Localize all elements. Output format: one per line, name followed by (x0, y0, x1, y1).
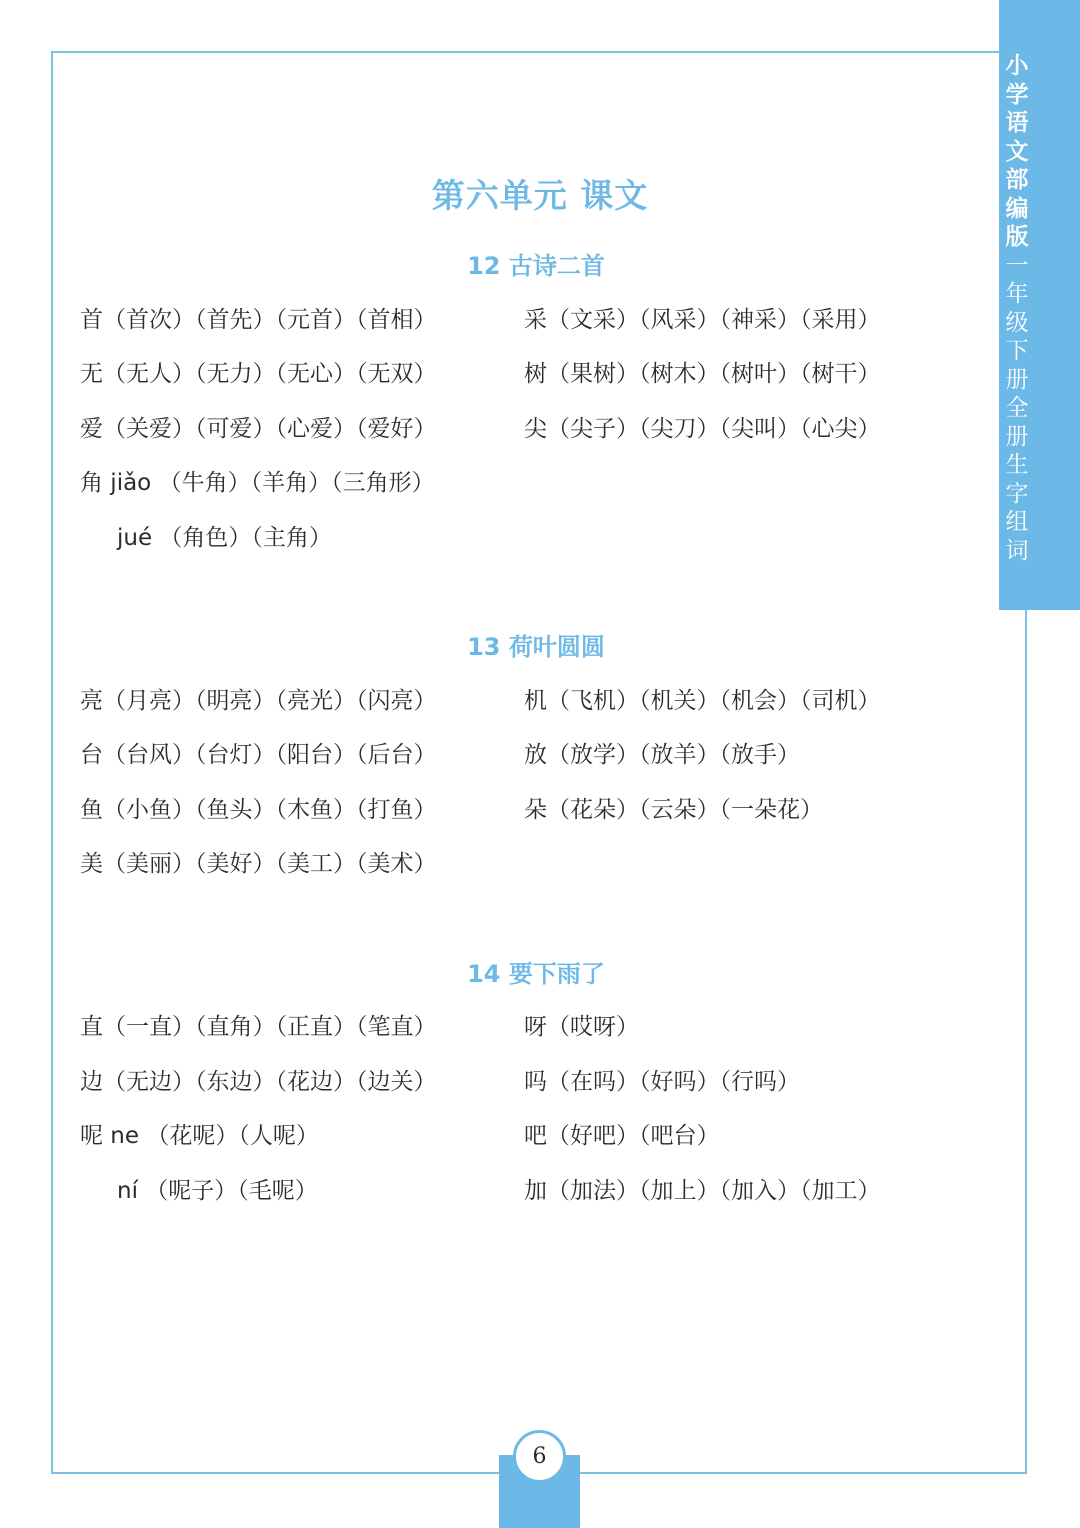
word-entry: 尖（尖子）（尖刀）（尖叫）（心尖） (524, 416, 881, 442)
word-entry: 吗（在吗）（好吗）（行吗） (524, 1069, 800, 1095)
word-entry: 吧（好吧）（吧台） (524, 1123, 720, 1149)
word-entry: 首（首次）（首先）（元首）（首相） (80, 307, 437, 333)
side-tab-text (1000, 52, 1034, 565)
word-entry: 边（无边）（东边）（花边）（边关） (80, 1069, 437, 1095)
word-entry: 放（放学）（放羊）（放手） (524, 742, 800, 768)
word-entry: 树（果树）（树木）（树叶）（树干） (524, 361, 881, 387)
word-entry: 朵（花朵）（云朵）（一朵花） (524, 797, 823, 823)
lesson-title: 12 古诗二首 (467, 252, 605, 280)
word-entry: 爱（关爱）（可爱）（心爱）（爱好） (80, 416, 437, 442)
word-entry: ní （呢子）（毛呢） (117, 1178, 318, 1204)
word-entry: 角 jiǎo （牛角）（羊角）（三角形） (80, 470, 435, 496)
word-entry: 机（飞机）（机关）（机会）（司机） (524, 688, 881, 714)
word-entry: 台（台风）（台灯）（阳台）（后台） (80, 742, 437, 768)
unit-title: 第六单元 课文 (431, 176, 649, 215)
word-entry: 亮（月亮）（明亮）（亮光）（闪亮） (80, 688, 437, 714)
page-number: 6 (513, 1430, 566, 1483)
word-entry: 鱼（小鱼）（鱼头）（木鱼）（打鱼） (80, 797, 437, 823)
word-entry: 无（无人）（无力）（无心）（无双） (80, 361, 437, 387)
word-entry: 采（文采）（风采）（神采）（采用） (524, 307, 881, 333)
lesson-title: 14 要下雨了 (467, 960, 605, 988)
series-subtitle: 一年级下册 全册生字组词 (1005, 252, 1029, 564)
word-entry: 美（美丽）（美好）（美工）（美术） (80, 851, 437, 877)
lesson-title: 13 荷叶圆圆 (467, 633, 605, 661)
series-title: 小学语文部编版 (1005, 53, 1029, 250)
word-entry: 呢 ne （花呢）（人呢） (80, 1123, 319, 1149)
word-entry: 直（一直）（直角）（正直）（笔直） (80, 1014, 437, 1040)
word-entry: 呀（哎呀） (524, 1014, 639, 1040)
word-entry: jué （角色）（主角） (117, 525, 332, 551)
word-entry: 加（加法）（加上）（加入）（加工） (524, 1178, 881, 1204)
